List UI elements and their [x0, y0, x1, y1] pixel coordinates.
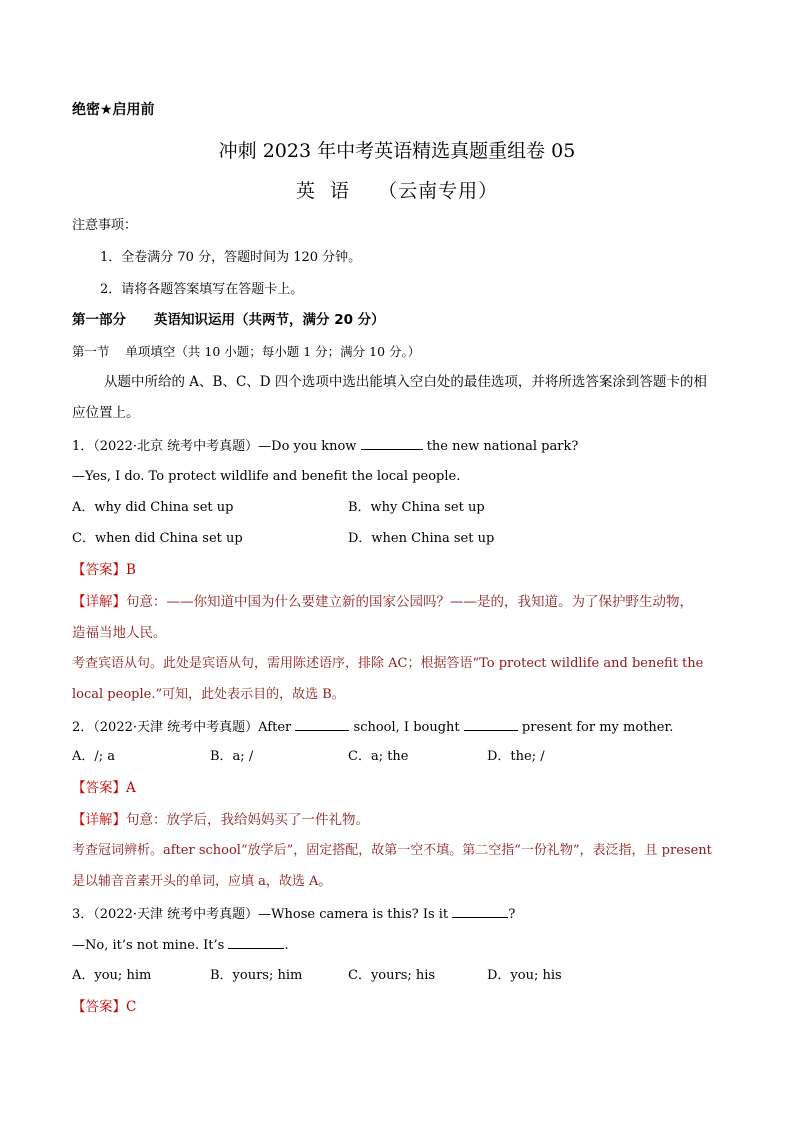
question-source: （2022·北京 统考中考真题） [93, 439, 259, 454]
answer-blank [464, 716, 518, 731]
question-text: school, I bought [353, 720, 460, 735]
page-title: 冲刺 2023 年中考英语精选真题重组卷 05 [218, 140, 576, 162]
question-stem [72, 716, 724, 738]
option-b: B．a; / [210, 749, 254, 764]
notice-item: 1．全卷满分 70 分，答题时间为 120 分钟。 [100, 250, 362, 265]
option-c: C．when did China set up [72, 531, 243, 546]
option-d: D．when China set up [348, 531, 495, 546]
question-text: the new national park? [426, 439, 579, 454]
answer-line [72, 560, 724, 580]
detail-text: 造福当地人民。 [72, 625, 167, 641]
detail-line [72, 810, 724, 830]
detail-line [72, 592, 724, 612]
answer-tag: 【答案】 [72, 999, 126, 1015]
section1-heading: 第一节 单项填空（共 10 小题；每小题 1 分；满分 10 分。） [72, 344, 421, 359]
question-line [72, 934, 724, 956]
answer-tag: 【答案】 [72, 780, 126, 796]
part1-title: 英语知识运用（共两节，满分 20 分） [154, 312, 385, 328]
question-text: present for my mother. [521, 720, 674, 735]
question-line: —Yes, I do. To protect wildlife and benefit the local people. [72, 469, 461, 484]
question-source: （2022·天津 统考中考真题） [93, 907, 259, 922]
notice-item: 2．请将各题答案填写在答题卡上。 [100, 282, 304, 297]
detail-text: 句意：放学后，我给妈妈买了一件礼物。 [126, 812, 369, 828]
part1-heading [72, 310, 724, 330]
option-c: C．a; the [348, 749, 409, 764]
detail-tag: 【详解】 [72, 812, 126, 828]
answer-value: B [126, 562, 136, 578]
notice-heading: 注意事项： [72, 218, 138, 233]
analysis-text: 考查宾语从句。此处是宾语从句，需用陈述语序，排除 AC；根据答语“To protect wildlife and benefit the [72, 656, 704, 671]
analysis-text: 考查冠词辨析。after school“放学后”，固定搭配，故第一空不填。第二空指“一份礼物”，表泛指，且 present [72, 843, 712, 858]
option-a: A．why did China set up [72, 500, 234, 515]
option-c: C．yours; his [348, 968, 436, 983]
option-b: B．why China set up [348, 500, 485, 515]
answer-value: A [126, 780, 136, 796]
option-d: D．you; his [487, 968, 562, 983]
question-text: . [284, 938, 289, 953]
answer-value: C [126, 999, 137, 1015]
detail-tag: 【详解】 [72, 594, 126, 610]
question-stem [72, 435, 724, 457]
answer-blank [361, 435, 423, 450]
question-text: ? [508, 907, 516, 922]
answer-tag: 【答案】 [72, 562, 126, 578]
option-a: A．you; him [72, 968, 152, 983]
answer-line [72, 778, 724, 798]
analysis-text: 是以辅音音素开头的单词，应填 a，故选 A。 [72, 874, 332, 889]
question-number: 1． [72, 439, 94, 454]
question-text: After [258, 720, 292, 735]
analysis-text: local people.”可知，此处表示目的，故选 B。 [72, 687, 345, 702]
question-stem [72, 903, 724, 925]
question-text: —No, it’s not mine. It’s [72, 938, 225, 953]
question-number: 2． [72, 720, 94, 735]
option-b: B．yours; him [210, 968, 303, 983]
answer-blank [452, 903, 508, 918]
detail-text: 句意：——你知道中国为什么要建立新的国家公园吗？——是的，我知道。为了保护野生动物， [126, 594, 693, 610]
question-number: 3． [72, 907, 94, 922]
instruction-line: 从题中所给的 A、B、C、D 四个选项中选出能填入空白处的最佳选项，并将所选答案涂到答题卡的相 [104, 374, 707, 390]
question-source: （2022·天津 统考中考真题） [93, 720, 259, 735]
answer-line [72, 997, 724, 1017]
confidential-label: 绝密★启用前 [72, 102, 155, 118]
answer-blank [295, 716, 349, 731]
option-d: D．the; / [487, 749, 545, 764]
question-text: —Whose camera is this? Is it [258, 907, 449, 922]
answer-blank [228, 934, 284, 949]
page-subtitle: 英 语 （云南专用） [295, 180, 499, 202]
option-a: A．/; a [72, 749, 116, 764]
instruction-line: 应位置上。 [72, 405, 140, 421]
question-text: —Do you know [258, 439, 357, 454]
part1-label: 第一部分 [72, 312, 126, 328]
